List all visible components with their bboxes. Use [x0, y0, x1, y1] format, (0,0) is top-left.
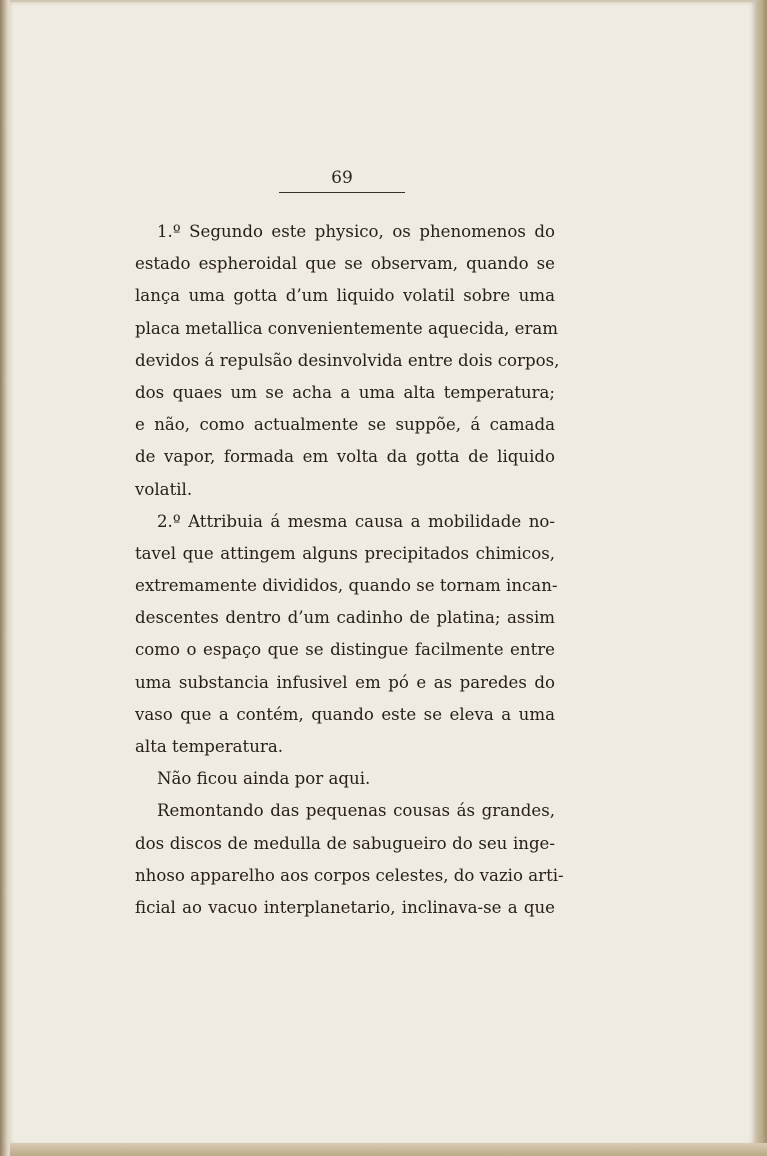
text-line: e não, como actualmente se suppõe, á camada — [135, 415, 555, 435]
text-line: Não ficou ainda por aqui. — [157, 769, 371, 789]
text-line: dos quaes um se acha a uma alta temperatura; — [135, 382, 555, 402]
text-line: tavel que attingem alguns precipitados chimicos, — [135, 543, 555, 563]
header-rule — [279, 192, 405, 193]
text-line: estado espheroidal que se observam, quando se — [135, 254, 555, 274]
text-line: 2.º Attribuia á mesma causa a mobilidade no- — [157, 511, 555, 531]
text-line: devidos á repulsão desinvolvida entre dois corpos, — [135, 350, 560, 370]
text-line: dos discos de medulla de sabugueiro do seu inge- — [135, 833, 555, 853]
text-line: alta temperatura. — [135, 737, 283, 756]
text-line: uma substancia infusivel em pó e as paredes do — [135, 672, 555, 692]
text-line: volatil. — [135, 479, 193, 499]
page-number: 69 — [331, 168, 353, 188]
body-text — [135, 216, 564, 924]
text-line: 1.º Segundo este physico, os phenomenos do — [157, 222, 555, 241]
text-line: placa metallica convenientemente aquecida, eram — [135, 318, 559, 338]
text-line: extremamente divididos, quando se tornam incan- — [135, 576, 558, 596]
text-line: vaso que a contém, quando este se eleva a uma — [135, 704, 555, 724]
book-spine-edge — [0, 0, 10, 1156]
text-line: lança uma gotta d’um liquido volatil sobre uma — [135, 286, 555, 306]
page-bottom-edge — [10, 1143, 767, 1156]
text-line: nhoso apparelho aos corpos celestes, do vazio arti- — [135, 865, 564, 885]
text-line: Remontando das pequenas cousas ás grandes, — [157, 801, 555, 821]
page-stack-edge — [756, 0, 767, 1156]
text-line: ficial ao vacuo interplanetario, inclinava-se a que — [135, 897, 555, 917]
text-line: de vapor, formada em volta da gotta de liquido — [135, 447, 555, 467]
text-line: como o espaço que se distingue facilmente entre — [135, 640, 555, 660]
text-line: descentes dentro d’um cadinho de platina; assim — [135, 608, 555, 628]
